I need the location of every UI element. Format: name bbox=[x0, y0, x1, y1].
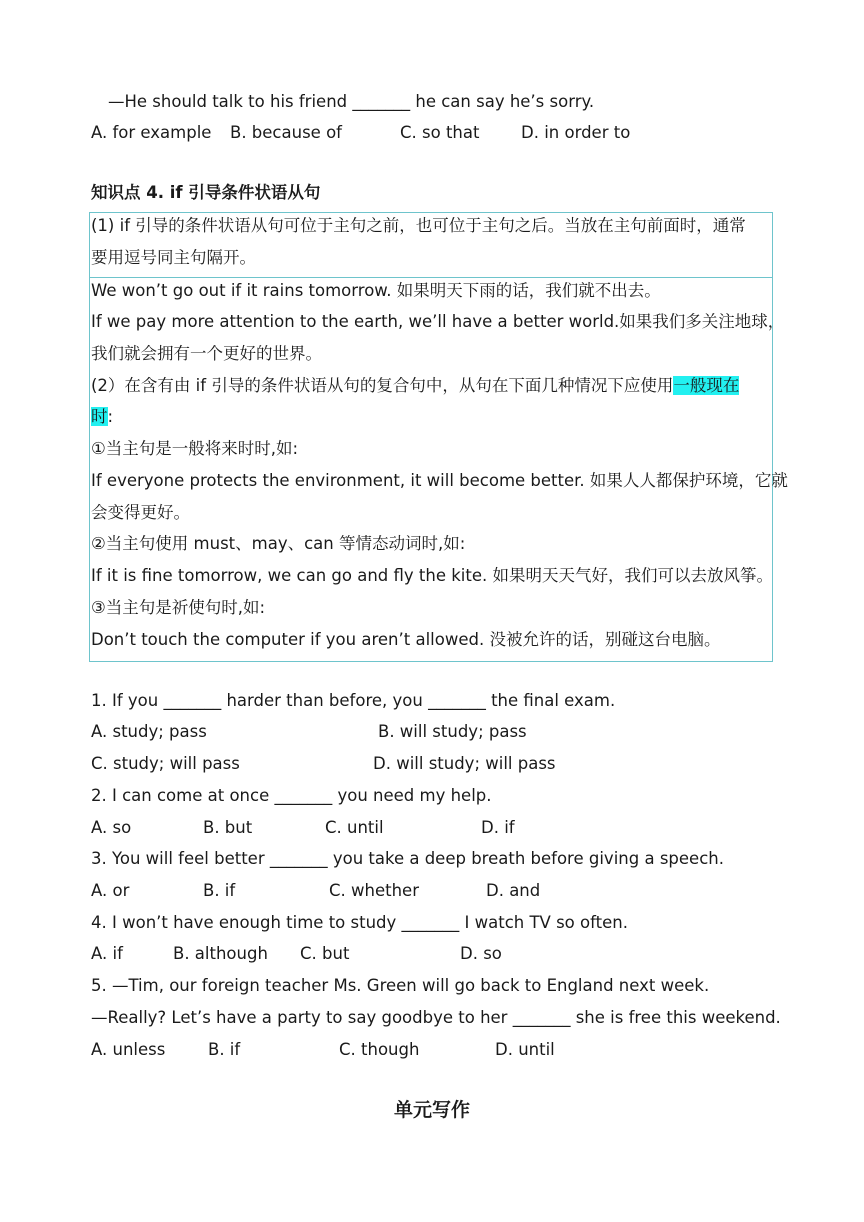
option-a: A. so bbox=[91, 818, 132, 837]
case-2: ②当主句使用 must、may、can 等情态动词时,如: bbox=[91, 534, 466, 553]
option-d: D. if bbox=[481, 818, 515, 837]
option-b: B. but bbox=[203, 818, 253, 837]
case-1: ①当主句是一般将来时时,如: bbox=[91, 439, 299, 458]
option-a: A. or bbox=[91, 881, 130, 900]
option-d: D. so bbox=[460, 944, 502, 963]
option-c: C. so that bbox=[400, 123, 480, 142]
highlight-simple-present: 一般现在 bbox=[673, 376, 740, 395]
option-c: C. whether bbox=[329, 881, 419, 900]
exercise-3-options bbox=[91, 880, 771, 902]
exercise-4-options bbox=[91, 943, 771, 965]
option-c: C. study; will pass bbox=[91, 754, 240, 773]
option-b: B. if bbox=[203, 881, 236, 900]
exercise-5-options bbox=[91, 1039, 771, 1061]
exercise-4-stem: 4. I won’t have enough time to study _______ I watch TV so often. bbox=[91, 913, 628, 932]
exercise-1-options-row1 bbox=[91, 721, 771, 743]
unit-title: 单元写作 bbox=[393, 1099, 470, 1121]
exercise-2-stem: 2. I can come at once _______ you need my help. bbox=[91, 786, 492, 805]
case-3-example: Don’t touch the computer if you aren’t allowed. 没被允许的话，别碰这台电脑。 bbox=[91, 630, 721, 649]
rule2-text: (2）在含有由 if 引导的条件状语从句的复合句中，从句在下面几种情况下应使用 bbox=[91, 376, 674, 395]
case-3: ③当主句是祈使句时,如: bbox=[91, 598, 266, 617]
section-heading: 知识点 4. if 引导条件状语从句 bbox=[91, 183, 321, 202]
case-1-example-line1: If everyone protects the environment, it will become better. 如果人人都保护环境，它就 bbox=[91, 471, 788, 490]
rule1-line2: 要用逗号同主句隔开。 bbox=[91, 248, 256, 267]
exercise-1-stem: 1. If you _______ harder than before, you _______ the final exam. bbox=[91, 691, 616, 710]
option-b: B. because of bbox=[230, 123, 342, 142]
option-c: C. though bbox=[339, 1040, 420, 1059]
option-a: A. for example bbox=[91, 123, 212, 142]
exercise-2-options bbox=[91, 817, 771, 839]
rule1-line1: (1) if 引导的条件状语从句可位于主句之前，也可位于主句之后。当放在主句前面时，通常 bbox=[91, 216, 746, 235]
example-1: We won’t go out if it rains tomorrow. 如果明天下雨的话，我们就不出去。 bbox=[91, 281, 661, 300]
option-b: B. will study; pass bbox=[378, 722, 527, 741]
exercise-5-stem-line2: —Really? Let’s have a party to say goodbye to her _______ she is free this weekend. bbox=[91, 1008, 781, 1027]
rule2-line1 bbox=[91, 375, 739, 397]
option-d: D. and bbox=[486, 881, 541, 900]
example-2-line2: 我们就会拥有一个更好的世界。 bbox=[91, 344, 322, 363]
question-options bbox=[91, 122, 771, 144]
option-c: C. until bbox=[325, 818, 384, 837]
option-a: A. if bbox=[91, 944, 123, 963]
rule2-colon: : bbox=[107, 407, 114, 426]
exercise-1-options-row2 bbox=[91, 753, 771, 775]
case-2-example: If it is fine tomorrow, we can go and fly the kite. 如果明天天气好，我们可以去放风筝。 bbox=[91, 566, 773, 585]
option-c: C. but bbox=[300, 944, 350, 963]
rule2-line2 bbox=[91, 406, 113, 428]
option-b: B. although bbox=[173, 944, 268, 963]
option-b: B. if bbox=[208, 1040, 241, 1059]
case-1-example-line2: 会变得更好。 bbox=[91, 503, 190, 522]
option-d: D. until bbox=[495, 1040, 555, 1059]
option-a: A. unless bbox=[91, 1040, 166, 1059]
option-d: D. in order to bbox=[521, 123, 631, 142]
option-a: A. study; pass bbox=[91, 722, 207, 741]
option-d: D. will study; will pass bbox=[373, 754, 556, 773]
exercise-3-stem: 3. You will feel better _______ you take a deep breath before giving a speech. bbox=[91, 849, 724, 868]
exercise-5-stem: 5. —Tim, our foreign teacher Ms. Green will go back to England next week. bbox=[91, 976, 710, 995]
question-stem: —He should talk to his friend _______ he can say he’s sorry. bbox=[108, 92, 595, 111]
example-2-line1: If we pay more attention to the earth, we’ll have a better world.如果我们多关注地球， bbox=[91, 312, 785, 331]
highlight-tense: 时 bbox=[91, 407, 108, 426]
